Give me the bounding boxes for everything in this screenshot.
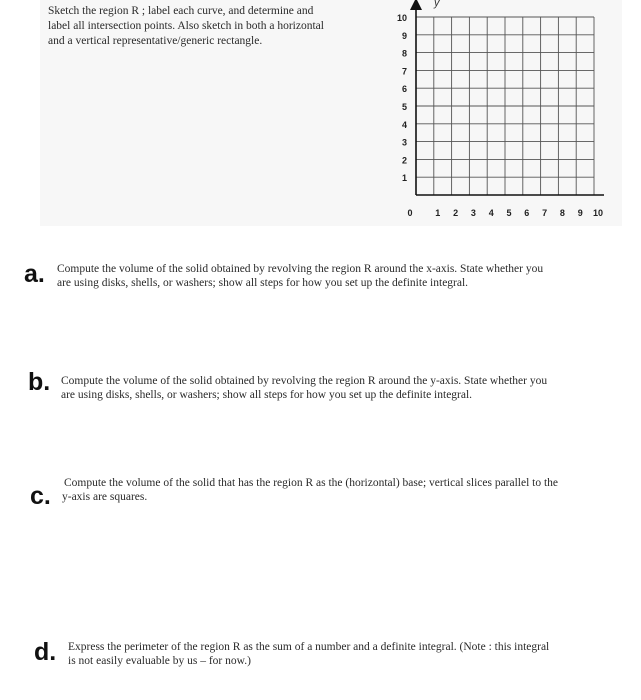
- question-line: Express the perimeter of the region R as the sum of a number and a definite integral. (Note : this integral: [68, 641, 550, 653]
- question-b-letter: b.: [28, 368, 51, 396]
- intro-line: label all intersection points. Also sketch in both a horizontal: [48, 20, 324, 32]
- x-tick-label: 8: [559, 208, 565, 218]
- y-tick-label: 7: [401, 66, 407, 77]
- x-tick-label: 2: [453, 208, 459, 218]
- grid-lines: [416, 17, 594, 195]
- x-tick-label: 7: [542, 208, 548, 218]
- x-tick-label: 5: [506, 208, 512, 218]
- y-axis-arrow-icon: [410, 0, 422, 10]
- y-tick-label: 2: [401, 155, 407, 166]
- x-tick-label: 9: [577, 208, 583, 218]
- x-tick-label: 6: [524, 208, 530, 218]
- question-line: is not easily evaluable by us – for now.): [68, 655, 251, 667]
- question-a-text: [57, 262, 625, 290]
- y-tick-label: 3: [401, 137, 407, 148]
- intro-line: and a vertical representative/generic rectangle.: [48, 35, 263, 47]
- y-tick-label: 5: [401, 102, 407, 112]
- y-tick-label: 1: [401, 173, 407, 184]
- coordinate-grid: [0, 0, 641, 230]
- x-tick-labels: [407, 208, 603, 218]
- y-tick-label: 8: [401, 48, 407, 59]
- y-tick-label: 10: [396, 13, 407, 23]
- axes: [410, 0, 604, 195]
- question-line: y-axis are squares.: [62, 491, 148, 503]
- question-c-letter: c.: [30, 482, 51, 510]
- question-line: are using disks, shells, or washers; show all steps for how you set up the definite integral.: [57, 277, 469, 289]
- x-tick-label: 10: [592, 208, 604, 218]
- x-tick-label: 3: [470, 208, 476, 218]
- x-tick-label: 1: [435, 208, 441, 218]
- x-tick-label: 4: [488, 208, 494, 218]
- y-axis-label: y: [434, 0, 440, 9]
- question-c-text: [64, 476, 632, 504]
- question-line: Compute the volume of the solid that has the region R as the (horizontal) base; vertical slices parallel to the: [64, 477, 559, 489]
- question-line: Compute the volume of the solid obtained by revolving the region R around the x-axis. State whether you: [57, 263, 544, 275]
- question-line: Compute the volume of the solid obtained by revolving the region R around the y-axis. State whether you: [61, 375, 548, 387]
- y-tick-label: 9: [401, 30, 407, 41]
- y-tick-label: 4: [401, 119, 407, 130]
- question-b-text: [61, 374, 629, 402]
- question-line: are using disks, shells, or washers; show all steps for how you set up the definite integral.: [61, 389, 473, 401]
- question-d-text: [68, 640, 636, 668]
- intro-line: Sketch the region R ; label each curve, and determine and: [48, 5, 314, 17]
- question-d-letter: d.: [34, 638, 57, 666]
- y-tick-labels: [397, 13, 407, 183]
- question-a-letter: a.: [24, 260, 45, 288]
- y-tick-label: 6: [401, 84, 407, 95]
- x-tick-label: 0: [407, 208, 413, 218]
